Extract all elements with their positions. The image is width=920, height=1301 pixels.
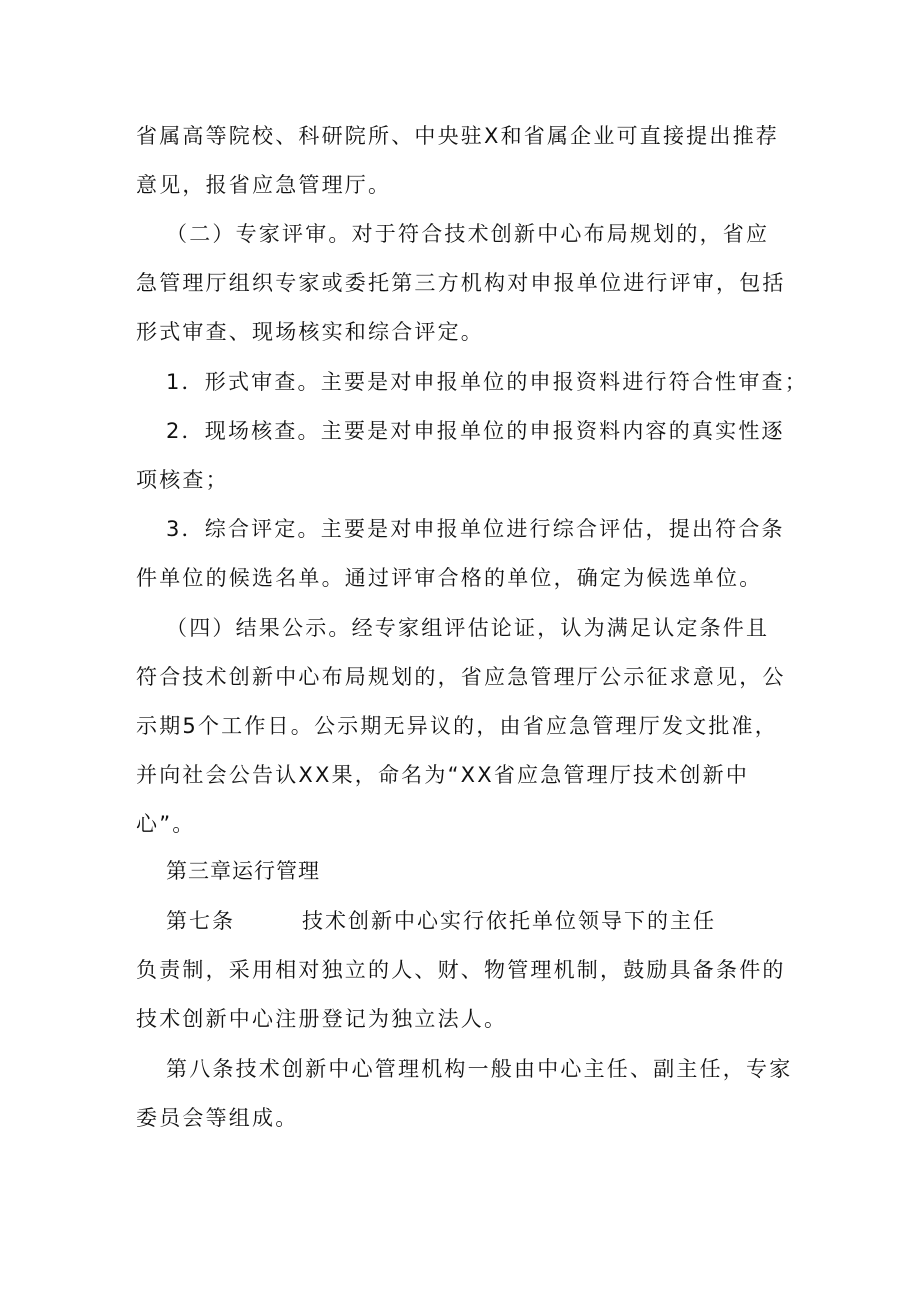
paragraph-line-1: 省属高等院校、科研院所、中央驻X和省属企业可直接提出推荐: [136, 124, 779, 148]
section-4-line-3: 示期5个工作日。公示期无异议的，由省应急管理厅发文批准，: [136, 714, 778, 738]
section-4-line-5: 心”。: [136, 812, 196, 836]
section-2-line-1: （二）专家评审。对于符合技术创新中心布局规划的，省应: [166, 222, 770, 246]
article-7-label: 第七条: [166, 909, 235, 933]
article-8-line-2: 委员会等组成。: [136, 1106, 299, 1130]
article-8-line-1: 第八条技术创新中心管理机构一般由中心主任、副主任，专家: [166, 1057, 793, 1081]
article-7-line-3: 技术创新中心注册登记为独立法人。: [136, 1007, 508, 1031]
section-2-line-2: 急管理厅组织专家或委托第三方机构对申报单位进行评审，包括: [136, 271, 786, 295]
paragraph-line-2: 意见，报省应急管理厅。: [136, 173, 392, 197]
list-item-1: 1．形式审查。主要是对申报单位的申报资料进行符合性审查；: [166, 370, 808, 394]
section-2-line-3: 形式审查、现场核实和综合评定。: [136, 320, 484, 344]
article-7-line-2: 负责制，采用相对独立的人、财、物管理机制，鼓励具备条件的: [136, 958, 786, 982]
list-item-3-line-2: 件单位的候选名单。通过评审合格的单位，确定为候选单位。: [136, 566, 763, 590]
section-4-line-1: （四）结果公示。经专家组评估论证，认为满足认定条件且: [166, 616, 770, 640]
chapter-heading: 第三章运行管理: [166, 859, 320, 883]
section-4-line-2: 符合技术创新中心布局规划的，省应急管理厅公示征求意见，公: [136, 665, 786, 689]
article-7-text: 技术创新中心实行依托单位领导下的主任: [302, 909, 716, 933]
list-item-3-line-1: 3．综合评定。主要是对申报单位进行综合评估，提出符合条: [166, 517, 785, 541]
list-item-2-line-1: 2．现场核查。主要是对申报单位的申报资料内容的真实性逐: [166, 419, 785, 443]
list-item-2-line-2: 项核查；: [136, 468, 229, 492]
section-4-line-4: 并向社会公告认XX果，命名为“XX省应急管理厅技术创新中: [136, 763, 750, 787]
